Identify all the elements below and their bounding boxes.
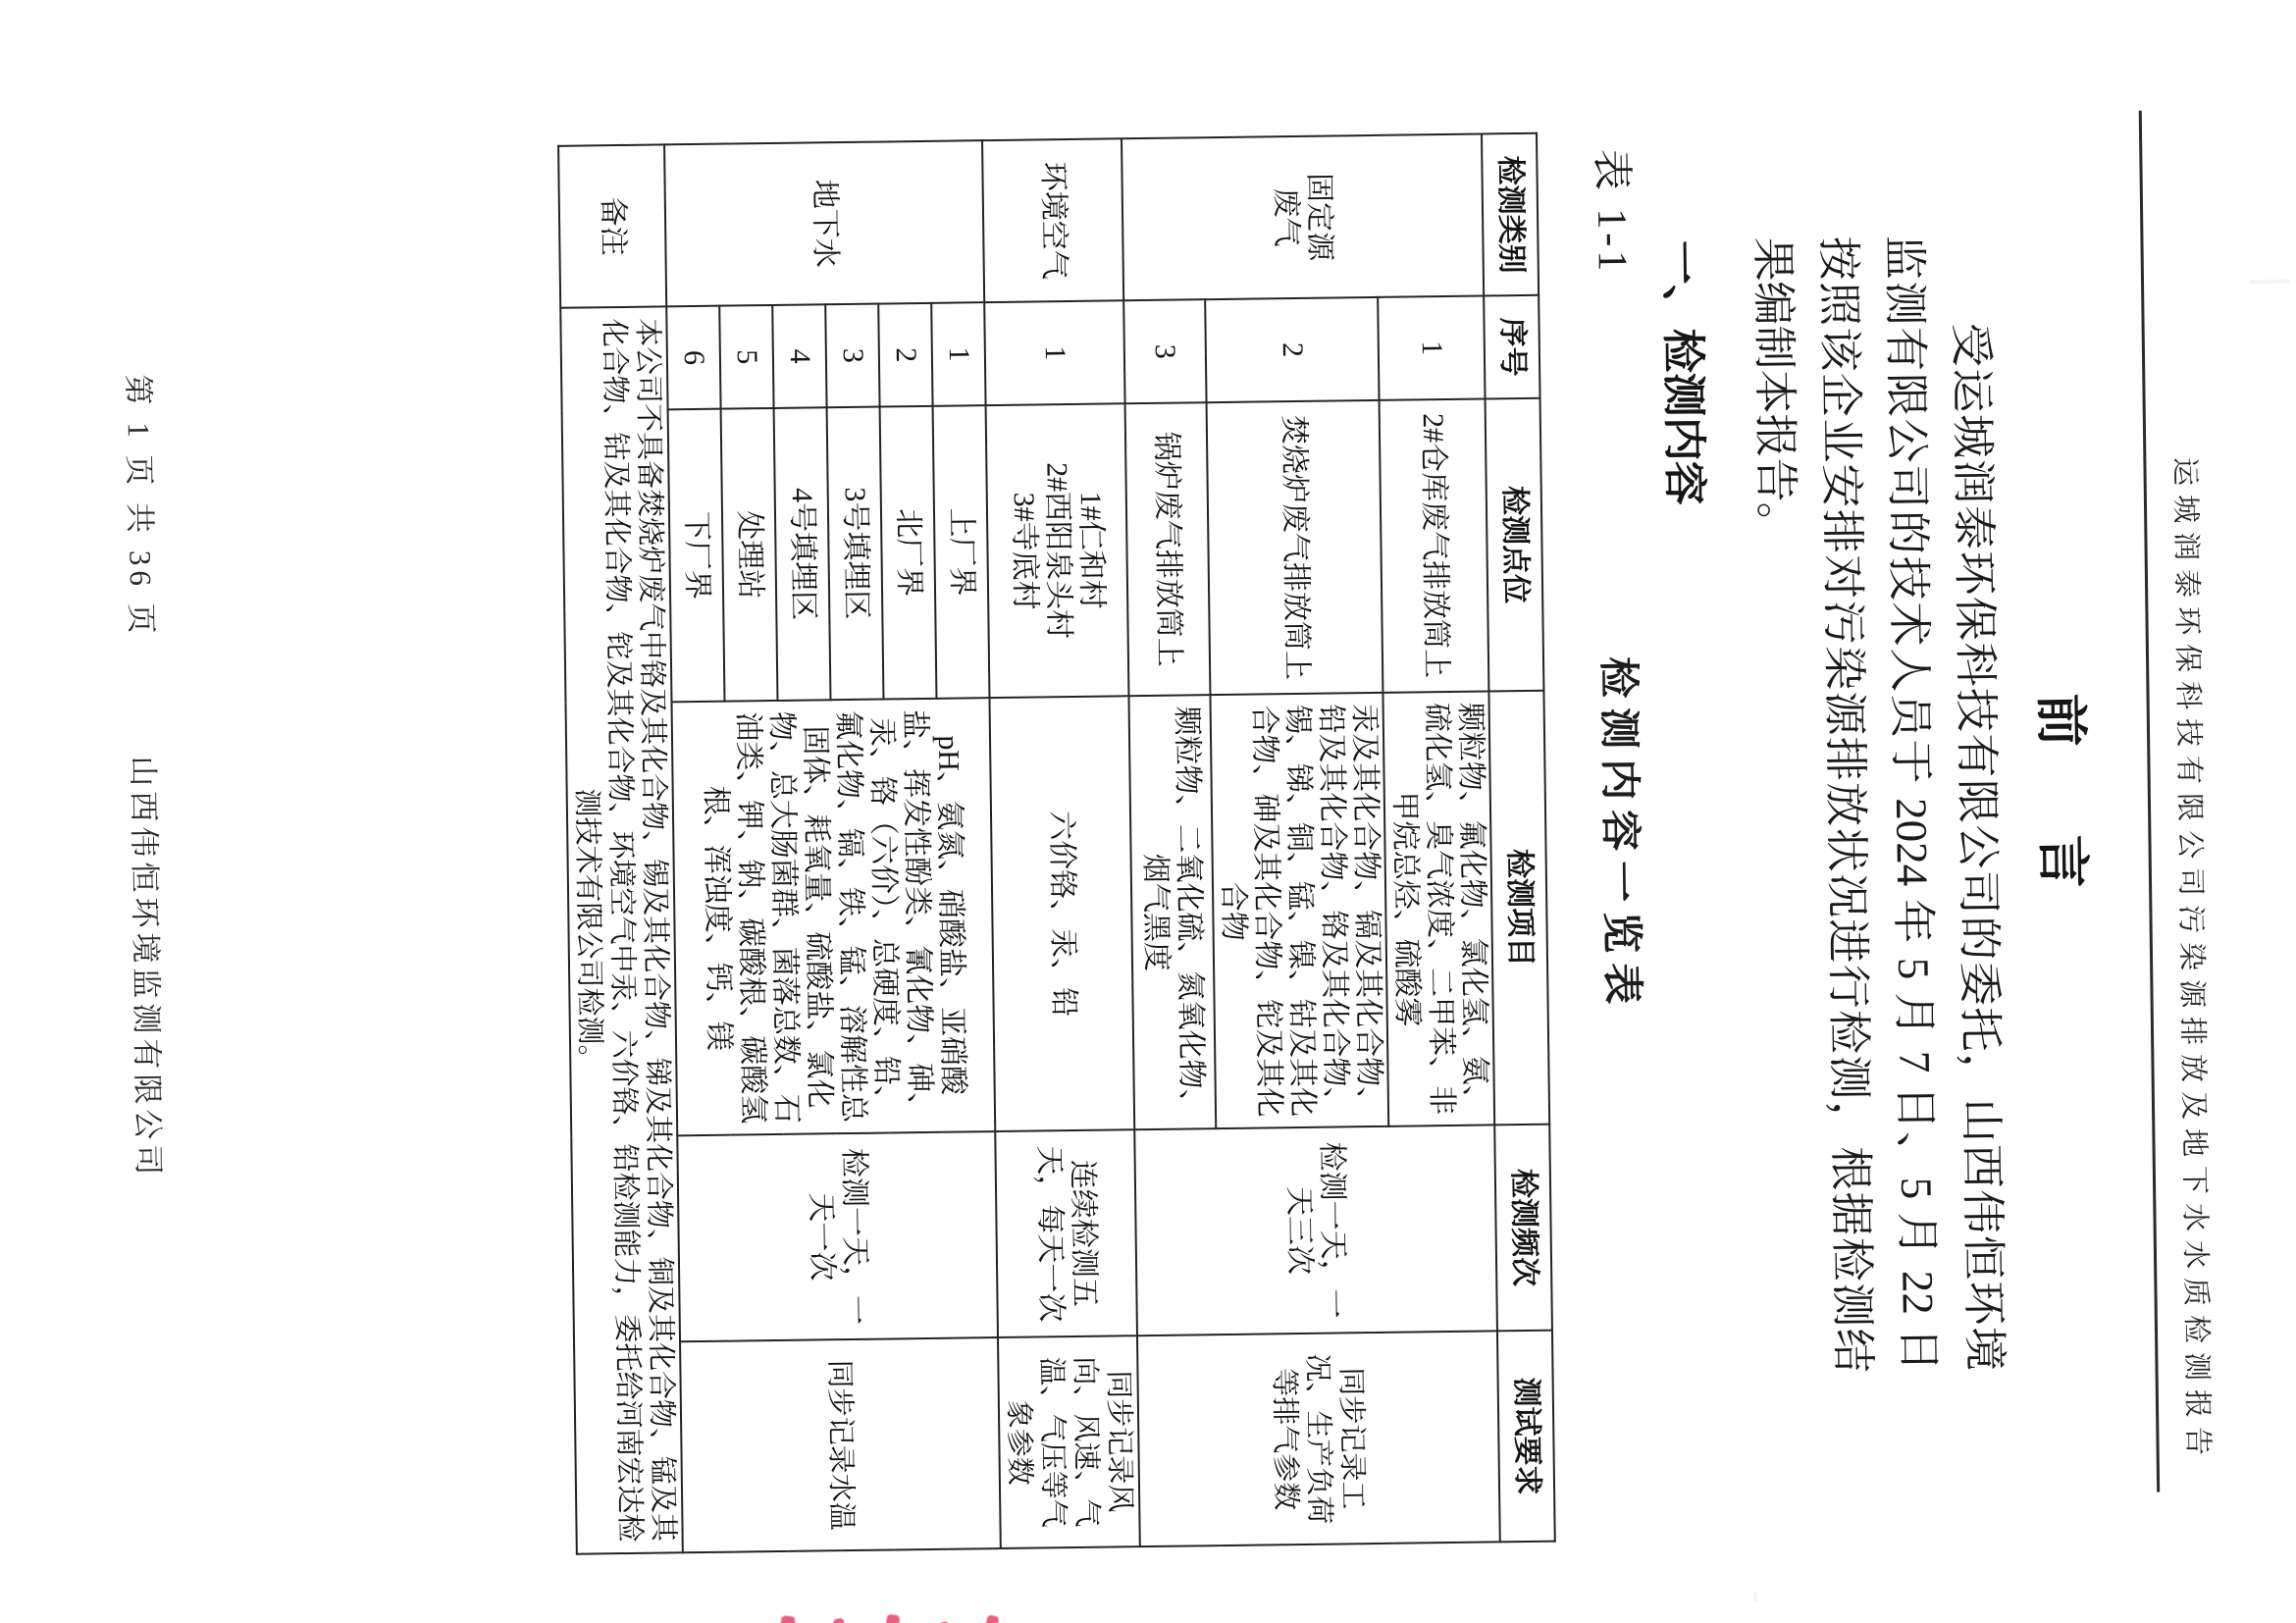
red-seal-edge-fragment (738, 1572, 1014, 1623)
red-seal-fragment (832, 1617, 850, 1623)
header-rule (2139, 111, 2160, 1492)
col-header-category: 检测类别 (1482, 133, 1539, 296)
preface-paragraph: 受运城润泰环保科技有限公司的委托，山西伟恒环境监测有限公司的技术人员于 2024 年 5 月 7 日、5 月 22 日按照该企业安排对污染源排放状况进行检测，根据检测结果编制本报告。 (1748, 235, 2009, 1373)
point-cell: 2#仓库废气排放筒上 (1380, 398, 1489, 692)
point-cell: 北厂界 (880, 406, 937, 700)
seq-cell: 1 (984, 300, 1124, 405)
col-header-frequency: 检测频次 (1494, 1125, 1552, 1332)
scan-artifact (2250, 280, 2289, 285)
point-cell: 下厂界 (668, 409, 725, 703)
point-cell: 处理站 (721, 408, 778, 702)
table-row (982, 138, 1140, 1548)
seq-cell: 6 (666, 306, 720, 410)
point-cell: 4号填埋区 (774, 407, 831, 701)
frequency-cell: 检测一天，一天三次 (1134, 1125, 1497, 1335)
seq-cell: 2 (1205, 297, 1379, 402)
table-caption-title: 检测内容一览表 (1593, 655, 1644, 1015)
remark-cell: 本公司不具备焚烧炉废气中铬及其化合物、锡及其化合物、锑及其化合物、铜及其化合物、锰及其化合物、钴及其化合物、铊及其化合物、环境空气中汞、六价铬、铅检测能力，委托给河南宏达检测技术有限公司检测。 (560, 306, 683, 1553)
table-row (1376, 133, 1500, 1543)
seq-cell: 4 (772, 304, 826, 408)
category-cell-groundwater: 地下水 (664, 140, 984, 306)
document-title: 前 言 (2030, 693, 2093, 907)
seq-cell: 1 (1378, 295, 1485, 399)
items-cell-groundwater: pH、氨氮、硝酸盐、亚硝酸盐、挥发性酚类、氰化物、砷、汞、铬（六价）、总硬度、铅、氟化物、镉、铁、锰、溶解性总固体、耗氧量、硫酸盐、氯化物、总大肠菌群、菌落总数、石油类、钾、钠、碳酸根、碳酸氢根、浑浊度、钙、镁 (671, 698, 995, 1135)
remark-label-cell: 备注 (558, 144, 666, 307)
point-cell: 3号填埋区 (827, 407, 884, 701)
items-cell: 颗粒物、氟化物、氯化氢、氨、硫化氢、臭气浓度、二甲苯、非甲烷总烃、硫酸雾 (1383, 691, 1494, 1126)
table-caption (1588, 131, 1662, 1540)
requirement-cell: 同步记录水温 (680, 1337, 1001, 1552)
col-header-point: 检测点位 (1486, 398, 1544, 692)
seq-cell: 2 (878, 303, 932, 407)
requirement-cell: 同步记录风向、风速、气温、气压等气象参数 (998, 1335, 1140, 1548)
red-seal-fragment (980, 1614, 999, 1623)
red-seal-fragment (883, 1614, 901, 1623)
page-header-title: 运城润泰环保科技有限公司污染源排放及地下水水质检测报告 (2168, 456, 2214, 1465)
frequency-cell: 检测一天，一天一次 (677, 1131, 998, 1341)
col-header-items: 检测项目 (1488, 691, 1549, 1126)
col-header-requirement: 测试要求 (1497, 1331, 1555, 1543)
requirement-cell: 同步记录工况、生产负荷等排气参数 (1137, 1331, 1500, 1546)
red-seal-fragment (778, 1615, 795, 1623)
point-cell: 上厂界 (933, 405, 990, 699)
table-remark-row (558, 144, 683, 1553)
detection-content-table (557, 132, 1556, 1555)
point-cell: 焚烧炉废气排放筒上 (1207, 400, 1383, 695)
items-cell: 颗粒物、二氧化硫、氮氧化物、烟气黑度 (1128, 695, 1216, 1129)
col-header-seq: 序号 (1484, 295, 1539, 399)
point-cell: 锅炉废气排放筒上 (1125, 402, 1211, 696)
scan-artifact (1753, 1592, 1756, 1601)
category-cell-stationary: 固定源 废气 (1122, 133, 1484, 300)
seq-cell: 5 (719, 305, 773, 409)
seq-cell: 1 (931, 302, 985, 406)
point-cell: 1#仁和村 2#西阳泉头村 3#寺底村 (986, 403, 1129, 698)
seq-cell: 3 (825, 304, 879, 408)
table-caption-label: 表 1-1 (1588, 148, 1635, 276)
seq-cell: 3 (1123, 299, 1206, 403)
category-cell-ambient-air: 环境空气 (982, 138, 1123, 302)
frequency-cell: 连续检测五天，每天一次 (995, 1129, 1137, 1337)
section-heading: 一、检测内容 (1656, 239, 1709, 506)
footer-page-number: 第 1 页 共 36 页 (121, 374, 159, 639)
page-footer (114, 13, 180, 1623)
footer-company-name: 山西伟恒环境监测有限公司 (126, 756, 166, 1180)
items-cell: 六价铬、汞、铅 (989, 696, 1134, 1131)
items-cell: 汞及其化合物、镉及其化合物、铅及其化合物、铬及其化合物、锡、锑、铜、锰、镍、钴及其化合物、砷及其化合物、铊及其化合物 (1210, 693, 1388, 1128)
